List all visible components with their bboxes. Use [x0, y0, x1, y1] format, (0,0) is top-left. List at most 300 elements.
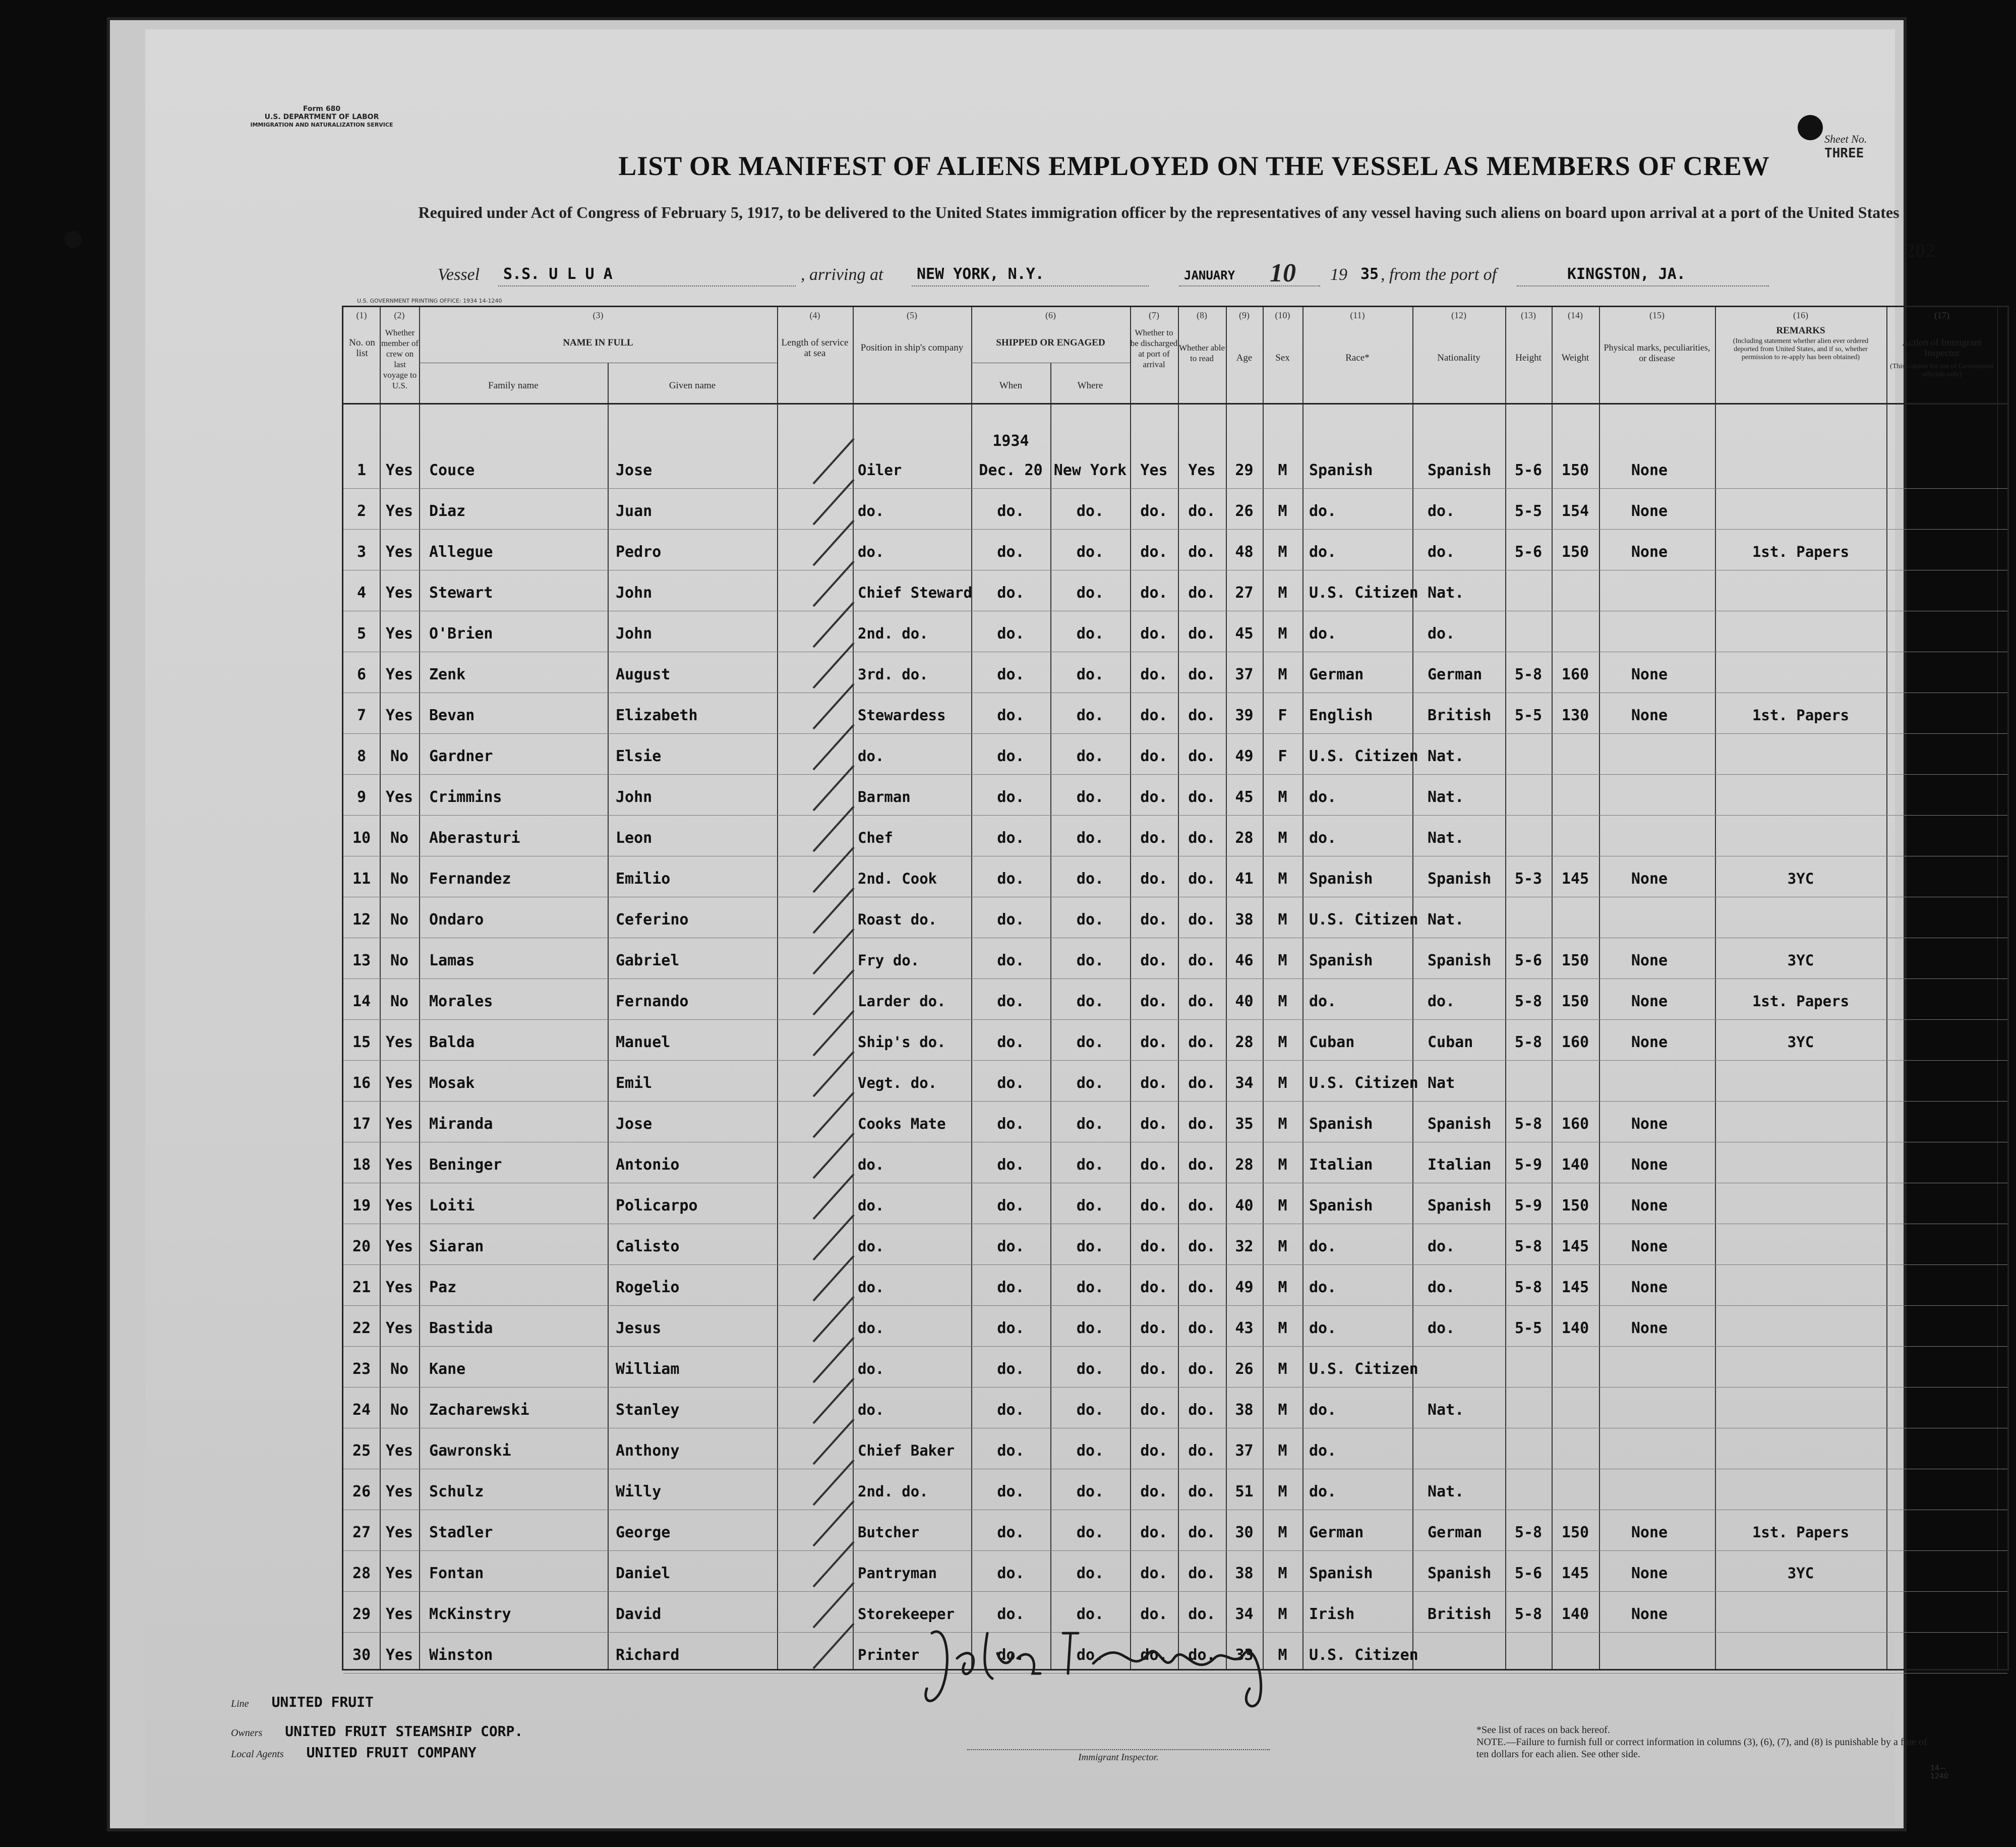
cell-age: 45 [1235, 625, 1254, 643]
cell-age: 26 [1235, 502, 1254, 520]
cell-read: do. [1188, 1442, 1216, 1460]
service-tick-mark [813, 846, 855, 893]
cell-no: 17 [352, 1115, 371, 1133]
agents-value: UNITED FRUIT COMPANY [306, 1744, 477, 1761]
cell-wt: 145 [1561, 870, 1589, 888]
cell-ht: 5-8 [1514, 1115, 1543, 1133]
page-number: 202 [1905, 239, 1935, 262]
cell-read: do. [1188, 1197, 1216, 1215]
cell-family: Stewart [429, 584, 493, 602]
cell-no: 22 [352, 1319, 371, 1337]
cell-given: John [616, 584, 653, 602]
cell-nat: Spanish [1428, 1565, 1492, 1582]
cell-given: Ceferino [616, 911, 689, 929]
cell-race: English [1309, 707, 1373, 724]
cell-marks: None [1631, 1197, 1668, 1215]
service-tick-mark [813, 1541, 855, 1587]
arrival-day: 10 [1270, 259, 1296, 287]
service-tick-mark [813, 1091, 855, 1138]
cell-marks: None [1631, 1319, 1668, 1337]
cell-age: 51 [1235, 1483, 1254, 1500]
cell-ht: 5-3 [1514, 870, 1543, 888]
cell-sex: M [1278, 1565, 1287, 1582]
cell-pos: Fry do. [858, 952, 920, 969]
cell-family: Beninger [429, 1156, 502, 1174]
cell-given: Jesus [616, 1319, 662, 1337]
service-tick-mark [813, 560, 855, 607]
arriving-label: , arriving at [801, 265, 883, 284]
footnote-penalty: NOTE.—Failure to furnish full or correct information in columns (3), (6), (7), and (8) is punishable by a fine of ten dollars for each alien. See other side. [1476, 1737, 1927, 1760]
row-rule [343, 1346, 2007, 1347]
cell-age: 38 [1235, 1565, 1254, 1582]
row-rule [343, 978, 2007, 979]
cell-prev: Yes [385, 461, 413, 479]
cell-pos: Barman [858, 788, 911, 805]
cell-age: 48 [1235, 543, 1254, 561]
cell-race: U.S. Citizen [1309, 911, 1418, 929]
cell-age: 46 [1235, 952, 1254, 969]
cell-family: Aberasturi [429, 829, 520, 847]
cell-disch: do. [1140, 911, 1168, 929]
cell-nat: do. [1428, 1279, 1455, 1296]
cell-given: Pedro [616, 543, 662, 561]
cell-family: Balda [429, 1033, 475, 1051]
cell-disch: do. [1140, 1238, 1168, 1255]
cell-no: 1 [357, 461, 367, 479]
agents-field [231, 1744, 477, 1761]
cell-where: do. [1076, 747, 1104, 765]
cell-sex: M [1278, 543, 1287, 561]
cell-pos: 2nd. do. [858, 1483, 928, 1500]
cell-read: do. [1188, 952, 1216, 969]
cell-where: do. [1076, 1074, 1104, 1092]
header-length-of-service: Length of service at sea [781, 337, 849, 359]
cell-age: 34 [1235, 1074, 1254, 1092]
cell-where: do. [1076, 707, 1104, 724]
service-tick-mark [813, 969, 855, 1015]
cell-where: do. [1076, 543, 1104, 561]
cell-age: 38 [1235, 911, 1254, 929]
cell-marks: None [1631, 707, 1668, 724]
service-tick-mark [813, 438, 855, 484]
inspector-line: Immigrant Inspector. [967, 1749, 1270, 1763]
cell-when: do. [997, 1197, 1025, 1215]
cell-when: do. [997, 788, 1025, 806]
cell-sex: M [1278, 1401, 1287, 1419]
cell-age: 28 [1235, 829, 1254, 847]
cell-remarks: 3YC [1787, 1033, 1814, 1051]
cell-nat: do. [1428, 993, 1455, 1010]
cell-given: David [616, 1605, 662, 1623]
cell-race: Italian [1309, 1156, 1373, 1174]
cell-disch: do. [1140, 1483, 1168, 1500]
column-number: (17) [1934, 310, 1949, 320]
cell-when: do. [997, 1360, 1025, 1378]
column-number: (1) [356, 310, 367, 320]
cell-when: do. [997, 870, 1025, 888]
cell-where: do. [1076, 1319, 1104, 1337]
cell-read: do. [1188, 870, 1216, 888]
cell-given: George [616, 1524, 671, 1541]
cell-wt: 150 [1561, 952, 1589, 969]
cell-pos: Chief Steward [858, 584, 972, 601]
cell-no: 3 [357, 543, 367, 561]
cell-race: U.S. Citizen [1309, 584, 1418, 602]
cell-race: German [1309, 666, 1364, 683]
arrival-month: JANUARY [1184, 268, 1235, 282]
column-number: (8) [1197, 310, 1207, 320]
cell-given: Fernando [616, 993, 689, 1010]
cell-race: do. [1309, 829, 1337, 847]
cell-ht: 5-9 [1514, 1156, 1543, 1174]
cell-prev: Yes [385, 1197, 413, 1215]
cell-wt: 154 [1561, 502, 1589, 520]
cell-disch: do. [1140, 1319, 1168, 1337]
cell-disch: do. [1140, 870, 1168, 888]
cell-no: 9 [357, 788, 367, 806]
cell-sex: M [1278, 1360, 1287, 1378]
column-rule [1302, 307, 1303, 1669]
cell-ht: 5-8 [1514, 1524, 1543, 1541]
column-number: (9) [1239, 310, 1250, 320]
header-family-name: Family name [488, 380, 539, 391]
cell-wt: 150 [1561, 1197, 1589, 1215]
cell-family: McKinstry [429, 1605, 511, 1623]
cell-nat: Spanish [1428, 461, 1492, 479]
header-inspector-note: (This column for use of Government officials only) [1890, 363, 1994, 378]
cell-read: do. [1188, 502, 1216, 520]
cell-family: Siaran [429, 1238, 484, 1255]
cell-when: do. [997, 1565, 1025, 1582]
cell-race: U.S. Citizen [1309, 1646, 1418, 1664]
cell-remarks: 3YC [1787, 1565, 1814, 1582]
service-tick-mark [813, 765, 855, 811]
cell-ht: 5-8 [1514, 1605, 1543, 1623]
cell-disch: do. [1140, 1279, 1168, 1296]
header-age: Age [1236, 353, 1253, 363]
cell-age: 40 [1235, 1197, 1254, 1215]
cell-pos: Butcher [858, 1524, 920, 1541]
column-rule [608, 363, 609, 1669]
cell-pos: do. [858, 1360, 884, 1377]
cell-no: 18 [352, 1156, 371, 1174]
column-number: (3) [592, 310, 604, 320]
cell-read: do. [1188, 1646, 1216, 1664]
cell-family: Gawronski [429, 1442, 511, 1460]
form-line: IMMIGRATION AND NATURALIZATION SERVICE [250, 122, 393, 128]
cell-nat: do. [1428, 1319, 1455, 1337]
cell-prev: Yes [385, 1319, 413, 1337]
cell-wt: 145 [1561, 1565, 1589, 1582]
cell-no: 25 [352, 1442, 371, 1460]
cell-marks: None [1631, 993, 1668, 1010]
cell-prev: Yes [385, 1442, 413, 1460]
cell-race: do. [1309, 1401, 1337, 1419]
cell-read: do. [1188, 1605, 1216, 1623]
service-tick-mark [813, 1010, 855, 1056]
cell-race: Spanish [1309, 952, 1373, 969]
cell-marks: None [1631, 1033, 1668, 1051]
cell-remarks: 1st. Papers [1752, 543, 1850, 560]
cell-disch: do. [1140, 1074, 1168, 1092]
cell-race: Spanish [1309, 1115, 1373, 1133]
service-tick-mark [813, 887, 855, 934]
row-rule [343, 1591, 2007, 1592]
cell-given: Emilio [616, 870, 671, 888]
cell-pos: do. [858, 502, 884, 520]
header-remarks-note: (Including statement whether alien ever ordered deported from United States, and if so, whether permission to re-apply has been obtained) [1733, 337, 1869, 361]
cell-sex: F [1278, 747, 1287, 765]
cell-nat: do. [1428, 1238, 1455, 1255]
year-prefix: 19 [1330, 265, 1347, 284]
cell-when: do. [997, 1605, 1025, 1623]
cell-sex: M [1278, 1605, 1287, 1623]
cell-when: do. [997, 1401, 1025, 1419]
cell-read: do. [1188, 1524, 1216, 1541]
service-tick-mark [813, 1582, 855, 1628]
service-tick-mark [813, 805, 855, 852]
cell-race: do. [1309, 1483, 1337, 1500]
cell-race: do. [1309, 788, 1337, 806]
cell-age: 29 [1235, 461, 1254, 479]
cell-when: do. [997, 707, 1025, 724]
cell-no: 8 [357, 747, 367, 765]
cell-pos: Storekeeper [858, 1605, 955, 1623]
cell-race: do. [1309, 1279, 1337, 1296]
column-rule [853, 307, 854, 1669]
service-tick-mark [813, 1337, 855, 1383]
cell-race: U.S. Citizen [1309, 1074, 1418, 1092]
cell-where: do. [1076, 993, 1104, 1010]
cell-age: 41 [1235, 870, 1254, 888]
cell-disch: do. [1140, 788, 1168, 806]
cell-given: Leon [616, 829, 653, 847]
cell-family: Schulz [429, 1483, 484, 1500]
cell-where: do. [1076, 502, 1104, 520]
cell-sex: M [1278, 1238, 1287, 1255]
cell-disch: do. [1140, 1360, 1168, 1378]
cell-given: Willy [616, 1483, 662, 1500]
service-tick-mark [813, 1418, 855, 1465]
cell-when: do. [997, 625, 1025, 643]
cell-prev: No [390, 952, 409, 969]
cell-pos: do. [858, 1279, 884, 1296]
cell-pos: Ship's do. [858, 1033, 946, 1051]
cell-family: O'Brien [429, 625, 493, 643]
cell-prev: Yes [385, 625, 413, 643]
cell-given: Jose [616, 1115, 653, 1133]
cell-race: do. [1309, 625, 1337, 643]
arrival-port: NEW YORK, N.Y. [917, 265, 1044, 283]
cell-sex: M [1278, 1483, 1287, 1500]
row-rule [343, 733, 2007, 734]
header-height: Height [1515, 353, 1541, 363]
cell-disch: do. [1140, 1565, 1168, 1582]
header-given-name: Given name [669, 380, 716, 391]
column-number: (7) [1149, 310, 1159, 320]
cell-family: Miranda [429, 1115, 493, 1133]
cell-race: do. [1309, 543, 1337, 561]
cell-remarks: 1st. Papers [1752, 707, 1850, 724]
cell-read: do. [1188, 1279, 1216, 1296]
cell-where: do. [1076, 1524, 1104, 1541]
cell-pos: 2nd. Cook [858, 870, 937, 887]
cell-ht: 5-6 [1514, 1565, 1543, 1582]
cell-no: 27 [352, 1524, 371, 1541]
cell-where: do. [1076, 1238, 1104, 1255]
cell-prev: Yes [385, 1646, 413, 1664]
cell-age: 28 [1235, 1033, 1254, 1051]
cell-wt: 140 [1561, 1319, 1589, 1337]
cell-wt: 150 [1561, 543, 1589, 561]
cell-where: do. [1076, 829, 1104, 847]
cell-ht: 5-8 [1514, 993, 1543, 1010]
cell-age: 37 [1235, 666, 1254, 683]
cell-family: Loiti [429, 1197, 475, 1215]
cell-wt: 150 [1561, 461, 1589, 479]
cell-disch: do. [1140, 1442, 1168, 1460]
cell-when: Dec. 20 [979, 461, 1043, 479]
cell-marks: None [1631, 1565, 1668, 1582]
line-label: Line [231, 1698, 249, 1709]
form-number [236, 105, 407, 129]
header-weight: Weight [1561, 353, 1589, 363]
cell-read: do. [1188, 707, 1216, 724]
cell-no: 12 [352, 911, 371, 929]
cell-marks: None [1631, 1524, 1668, 1541]
cell-prev: No [390, 870, 409, 888]
cell-disch: do. [1140, 993, 1168, 1010]
cell-disch: do. [1140, 625, 1168, 643]
cell-when: do. [997, 1524, 1025, 1541]
cell-nat: do. [1428, 502, 1455, 520]
cell-pos: 3rd. do. [858, 666, 928, 683]
owners-value: UNITED FRUIT STEAMSHIP CORP. [285, 1723, 523, 1740]
row-rule [343, 1019, 2007, 1020]
cell-pos: do. [858, 747, 884, 765]
footnote-races: *See list of races on back hereof. [1476, 1724, 1610, 1736]
service-tick-mark [813, 1623, 855, 1669]
cell-pos: Vegt. do. [858, 1074, 937, 1091]
cell-family: Allegue [429, 543, 493, 561]
cell-sex: M [1278, 1442, 1287, 1460]
crew-table [342, 306, 2009, 1670]
column-number: (12) [1451, 310, 1466, 320]
cell-family: Kane [429, 1360, 466, 1378]
cell-age: 38 [1235, 1401, 1254, 1419]
cell-pos: Cooks Mate [858, 1115, 946, 1132]
cell-given: Anthony [616, 1442, 680, 1460]
inspector-signature [912, 1603, 1295, 1719]
cell-no: 26 [352, 1483, 371, 1500]
header-nationality: Nationality [1437, 353, 1480, 363]
cell-where: do. [1076, 1360, 1104, 1378]
cell-age: 32 [1235, 1238, 1254, 1255]
cell-ht: 5-6 [1514, 952, 1543, 969]
cell-where: do. [1076, 1442, 1104, 1460]
cell-nat: Nat. [1428, 1483, 1464, 1500]
cell-no: 13 [352, 952, 371, 969]
header-when: When [999, 380, 1023, 391]
cell-prev: Yes [385, 1483, 413, 1500]
cell-no: 30 [352, 1646, 371, 1664]
cell-wt: 145 [1561, 1279, 1589, 1296]
cell-read: do. [1188, 829, 1216, 847]
row-rule [343, 1264, 2007, 1265]
header-inspector-action: Action of Immigrant Inspector [1902, 337, 1982, 359]
cell-disch: do. [1140, 1115, 1168, 1133]
cell-given: Daniel [616, 1565, 671, 1582]
cell-when: do. [997, 1279, 1025, 1296]
cell-pos: do. [858, 1238, 884, 1255]
cell-pos: Oiler [858, 461, 902, 479]
service-tick-mark [813, 1377, 855, 1424]
header-where: Where [1077, 380, 1103, 391]
service-tick-mark [813, 479, 855, 525]
cell-sex: M [1278, 1115, 1287, 1133]
cell-where: do. [1076, 1401, 1104, 1419]
service-tick-mark [813, 724, 855, 770]
cell-disch: do. [1140, 1646, 1168, 1664]
cell-where: do. [1076, 1483, 1104, 1500]
cell-when: do. [997, 993, 1025, 1010]
vessel-label: Vessel [438, 265, 480, 284]
cell-where: do. [1076, 870, 1104, 888]
cell-family: Fernandez [429, 870, 511, 888]
cell-sex: M [1278, 952, 1287, 969]
cell-prev: No [390, 747, 409, 765]
header-physical-marks: Physical marks, peculiarities, or disease [1604, 342, 1710, 363]
cell-family: Crimmins [429, 788, 502, 806]
cell-nat: do. [1428, 543, 1455, 561]
cell-ht: 5-8 [1514, 666, 1543, 683]
cell-family: Paz [429, 1279, 457, 1296]
cell-given: Antonio [616, 1156, 680, 1174]
cell-prev: Yes [385, 788, 413, 806]
cell-given: Gabriel [616, 952, 680, 969]
cell-disch: do. [1140, 707, 1168, 724]
cell-where: do. [1076, 1115, 1104, 1133]
cell-given: Jose [616, 461, 653, 479]
cell-when: do. [997, 1646, 1025, 1664]
cell-no: 20 [352, 1238, 371, 1255]
header-race: Race* [1345, 353, 1370, 363]
cell-no: 14 [352, 993, 371, 1010]
cell-prev: Yes [385, 1033, 413, 1051]
vessel-name: S.S. U L U A [503, 265, 613, 283]
cell-sex: M [1278, 1156, 1287, 1174]
cell-race: German [1309, 1524, 1364, 1541]
cell-read: do. [1188, 543, 1216, 561]
cell-family: Zenk [429, 666, 466, 683]
cell-marks: None [1631, 1238, 1668, 1255]
column-number: (10) [1275, 310, 1290, 320]
cell-when: do. [997, 1442, 1025, 1460]
cell-when: do. [997, 747, 1025, 765]
cell-sex: M [1278, 788, 1287, 806]
service-tick-mark [813, 1051, 855, 1097]
service-tick-mark [813, 1296, 855, 1342]
cell-wt: 150 [1561, 1524, 1589, 1541]
form-line: Form 680 [303, 105, 341, 113]
cell-marks: None [1631, 870, 1668, 888]
cell-age: 37 [1235, 1442, 1254, 1460]
cell-prev: Yes [385, 1238, 413, 1255]
cell-no: 2 [357, 502, 367, 520]
cell-given: Policarpo [616, 1197, 698, 1215]
cell-when: do. [997, 1483, 1025, 1500]
cell-where: do. [1076, 788, 1104, 806]
